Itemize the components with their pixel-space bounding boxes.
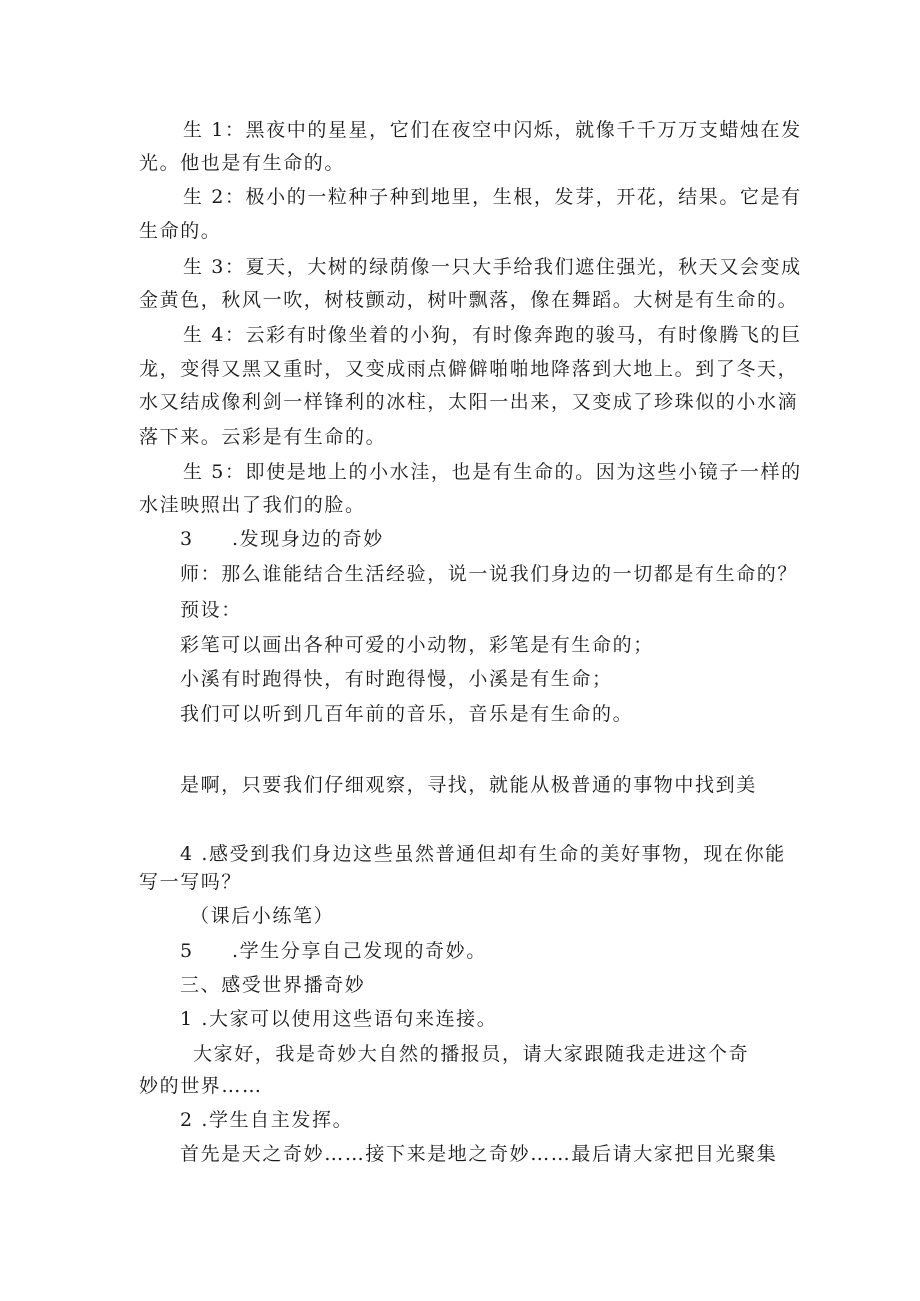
text-line: 妙的世界…… <box>139 1075 263 1097</box>
text-line: 生 5：即使是地上的小水洼，也是有生命的。因为这些小镜子一样的 <box>183 461 802 483</box>
text-line: 金黄色，秋风一吹，树枝颤动，树叶飘落，像在舞蹈。大树是有生命的。 <box>139 289 799 311</box>
section-heading: .发现身边的奇妙 <box>232 528 384 550</box>
text-line: 是啊，只要我们仔细观察，寻找，就能从极普通的事物中找到美 <box>180 774 757 796</box>
section-heading: .学生分享自己发现的奇妙。 <box>232 940 487 962</box>
section-heading: 三、感受世界播奇妙 <box>180 974 366 996</box>
section-heading: 4 .感受到我们身边这些虽然普通但却有生命的美好事物，现在你能 <box>180 843 786 865</box>
text-line: 龙，变得又黑又重时，又变成雨点僻僻啪啪地降落到大地上。到了冬天， <box>139 358 799 380</box>
text-line: 生命的。 <box>139 220 222 242</box>
text-line: 水又结成像利剑一样锋利的冰柱，太阳一出来，又变成了珍珠似的小水滴 <box>139 391 799 413</box>
text-line: 预设： <box>180 599 242 621</box>
text-line: 生 1：黑夜中的星星，它们在夜空中闪烁，就像千千万万支蜡烛在发 <box>183 119 802 141</box>
section-heading: 2 .学生自主发挥。 <box>180 1109 354 1131</box>
text-line: 生 3：夏天，大树的绿荫像一只大手给我们遮住强光，秋天又会变成 <box>183 256 802 278</box>
text-line: 师：那么谁能结合生活经验，说一说我们身边的一切都是有生命的？ <box>180 563 799 585</box>
text-line: （课后小练笔） <box>190 905 335 927</box>
text-line: 大家好，我是奇妙大自然的播报员，请大家跟随我走进这个奇 <box>193 1043 750 1065</box>
text-line: 生 2：极小的一粒种子种到地里，生根，发芽，开花，结果。它是有 <box>183 186 802 208</box>
text-line: 小溪有时跑得快，有时跑得慢，小溪是有生命； <box>180 668 613 690</box>
text-line: 首先是天之奇妙……接下来是地之奇妙……最后请大家把目光聚集 <box>180 1143 778 1165</box>
text-line: 我们可以听到几百年前的音乐，音乐是有生命的。 <box>180 703 634 725</box>
text-line: 生 4：云彩有时像坐着的小狗，有时像奔跑的骏马，有时像腾飞的巨 <box>183 324 802 346</box>
section-number: 3 <box>180 528 194 550</box>
text-line: 落下来。云彩是有生命的。 <box>139 426 387 448</box>
section-number: 5 <box>180 940 194 962</box>
section-heading: 1 .大家可以使用这些语句来连接。 <box>180 1008 498 1030</box>
text-line: 水洼映照出了我们的脸。 <box>139 494 366 516</box>
text-line: 彩笔可以画出各种可爱的小动物，彩笔是有生命的； <box>180 634 654 656</box>
text-line: 写一写吗？ <box>139 871 243 893</box>
text-line: 光。他也是有生命的。 <box>139 152 346 174</box>
